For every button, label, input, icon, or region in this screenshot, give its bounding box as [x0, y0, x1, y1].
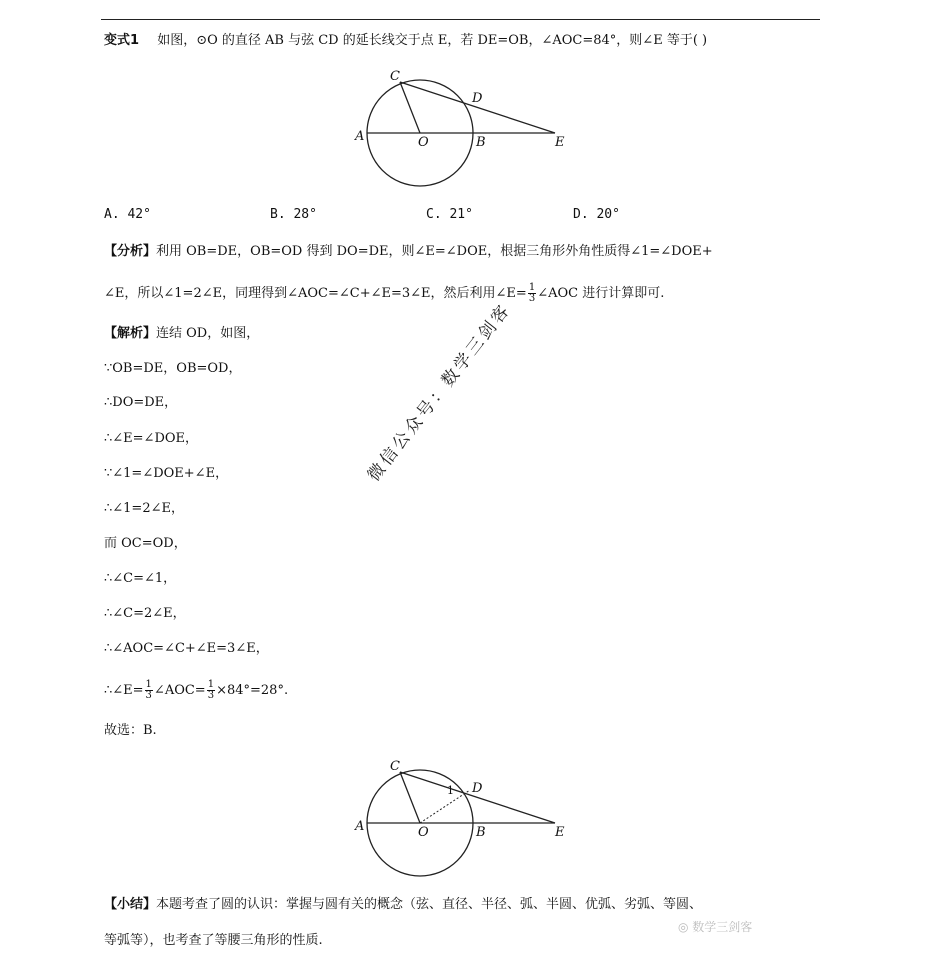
solution-label: 【解析】: [104, 326, 157, 341]
fraction-one-third: [528, 283, 536, 304]
solution-step: ∵OB=DE，OB=OD，: [104, 361, 242, 376]
line-oc: [400, 772, 420, 823]
solution-step: ∴∠C=∠1，: [104, 571, 177, 586]
summary-line-2: 等弧等），也考查了等腰三角形的性质.: [104, 933, 323, 948]
line-oc: [400, 82, 420, 133]
solution-step: ∵∠1=∠DOE+∠E，: [104, 466, 229, 481]
frac-num: 1: [145, 679, 152, 690]
solution-step: ∴∠1=2∠E，: [104, 501, 184, 516]
summary-text-1: 本题考查了圆的认识：掌握与圆有关的概念（弦、直径、半径、弧、半圆、优弧、劣弧、等圆、: [156, 897, 703, 912]
label-o: O: [418, 135, 429, 150]
label-angle-1: 1: [447, 784, 454, 797]
label-b: B: [476, 825, 486, 840]
final-b: ∠AOC=: [153, 683, 206, 698]
analysis-line-1: [104, 243, 713, 261]
label-e: E: [555, 825, 565, 840]
label-b: B: [476, 135, 486, 150]
analysis-text-2b: ∠AOC 进行计算即可.: [537, 286, 665, 301]
line-od-dotted: [420, 790, 470, 823]
label-e: E: [555, 135, 565, 150]
solution-first: 连结 OD，如图，: [156, 326, 260, 341]
solution-step: ∴∠AOC=∠C+∠E=3∠E，: [104, 641, 269, 656]
question-label: 变式1: [104, 33, 140, 48]
label-a: A: [355, 819, 365, 834]
label-o: O: [418, 825, 429, 840]
solution-step: 而 OC=OD，: [104, 536, 187, 551]
frac-num: 1: [207, 679, 215, 690]
top-rule: [101, 19, 820, 20]
circle-figure-2: [350, 750, 580, 885]
solution-step: ∴∠C=2∠E，: [104, 606, 186, 621]
label-a: A: [355, 129, 365, 144]
answer-line: 故选：B.: [104, 723, 157, 738]
circle-figure-1: [350, 60, 580, 195]
frac-den: 3: [207, 690, 215, 701]
frac-den: 3: [145, 690, 152, 701]
summary-line-1: [104, 896, 702, 914]
wechat-logo-watermark: ◎ 数学三剑客: [678, 920, 753, 934]
option-c: C. 21°: [426, 207, 473, 222]
solution-step: ∴∠E=∠DOE，: [104, 431, 199, 446]
fraction-one-third: [145, 680, 153, 701]
label-c: C: [390, 69, 400, 84]
option-d: D. 20°: [573, 207, 620, 222]
question-line: [104, 32, 707, 50]
frac-den: 3: [528, 293, 536, 304]
summary-label: 【小结】: [104, 897, 157, 912]
logo-text: 数学三剑客: [692, 920, 753, 934]
solution-line-0: [104, 325, 259, 343]
line-ce: [400, 82, 555, 133]
analysis-line-2: [104, 283, 664, 304]
question-text: 如图，⊙O 的直径 AB 与弦 CD 的延长线交于点 E，若 DE=OB，∠AOC=84°，则∠E 等于( ): [157, 33, 708, 48]
solution-step: ∴DO=DE，: [104, 395, 178, 410]
line-ce: [400, 772, 555, 823]
watermark-text: 微信公众号：数学三剑客: [363, 299, 516, 486]
label-d: D: [472, 91, 483, 106]
label-c: C: [390, 759, 400, 774]
final-a: ∴∠E=: [104, 683, 144, 698]
fraction-one-third: [207, 680, 215, 701]
final-c: ×84°=28°.: [216, 683, 289, 698]
analysis-label: 【分析】: [104, 244, 157, 259]
frac-num: 1: [528, 282, 536, 293]
option-a: A. 42°: [104, 207, 151, 222]
analysis-text-1: 利用 OB=DE，OB=OD 得到 DO=DE，则∠E=∠DOE，根据三角形外角性质得∠1=∠DOE+: [156, 244, 713, 259]
solution-final-line: [104, 680, 288, 701]
analysis-text-2a: ∠E，所以∠1=2∠E，同理得到∠AOC=∠C+∠E=3∠E，然后利用∠E=: [104, 286, 527, 301]
label-d: D: [472, 781, 483, 796]
option-b: B. 28°: [270, 207, 317, 222]
